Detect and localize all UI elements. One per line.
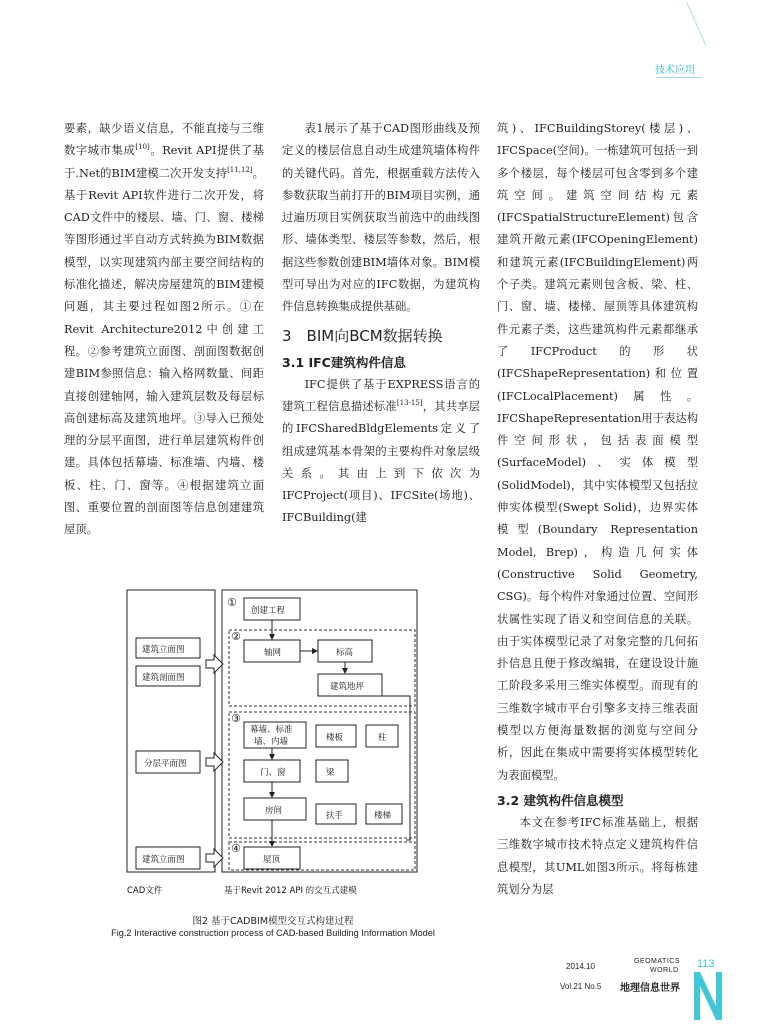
label-slab: 楼板 [326, 733, 344, 743]
step-1-marker: ① [227, 596, 237, 609]
footer-journal-en-2: WORLD [650, 967, 679, 974]
paragraph [64, 118, 264, 542]
paragraph-text: IFC提供了基于EXPRESS语言的建筑工程信息描述标准 [282, 377, 480, 413]
paragraph: 表1展示了基于CAD图形曲线及预定义的楼层信息自动生成建筑墙体构件的关键代码。首先，根据重载方法传入参数获取当前打开的BIM项目实例，通过遍历项目实例获取当前选中的曲线图形、墙体类型、楼层等参数，然后，根据这些参数创建BIM墙体对象。BIM模型可导出为对应的IFC数据，为建筑构件信息转换集成提供基础。 [282, 122, 480, 314]
citation: [13-15] [396, 399, 423, 408]
citation: [10] [135, 143, 150, 152]
header-rule [657, 77, 702, 78]
label-curtain-wall-2: 墙、内墙 [254, 737, 289, 747]
label-stair: 楼梯 [374, 811, 392, 821]
step-3-marker: ③ [231, 712, 241, 725]
figure-caption-en: Fig.2 Interactive construction process of CAD-based Building Information Model [111, 928, 435, 938]
label-door-window: 门、窗 [260, 768, 286, 778]
footer-decor-icon [690, 968, 730, 1022]
subsection-heading: 3.2 建筑构件信息模型 [497, 792, 624, 808]
subsection-heading: 3.1 IFC建筑构件信息 [282, 354, 406, 370]
paragraph-text: 要素，缺少语义信息，不能直接与三维数字城市集成 [64, 122, 264, 158]
figure-caption-cn: 图2 基于CADBIM模型交互式构建过程 [192, 916, 354, 927]
page-number: 113 [697, 958, 715, 970]
footer-journal-en-1: GEOMATICS [634, 958, 680, 965]
text-column-3 [497, 118, 698, 901]
figure-2-diagram [126, 588, 442, 878]
hollow-arrow-2 [206, 753, 223, 771]
label-curtain-wall-1: 幕墙、标准 [250, 725, 293, 735]
text-column-1 [64, 118, 264, 542]
paragraph: 筑)、IFCBuildingStorey(楼层)、IFCSpace(空间)。一栋建筑可包括一到多个楼层，每个楼层可包含零到多个建筑空间。建筑空间结构元素(IFCSpatialStructureElement)包含建筑开敞元素(IFCOpeningElement)和建筑元素(IFCBuildingElement)两个子类。建筑元素则包含板、梁、柱、门、窗、墙、楼梯、屋顶等具体建筑构件元素子类，这些建筑构件元素都继承了IFCProduct的形状(IFCShapeRepresentation)和位置(IFCLocalPlacement)属性。IFCShapeRepresentation用于表达构件空间形状，包括表面模型(SurfaceModel)、实体模型(SolidModel)，其中实体模型又包括拉伸实体模型(Swept Solid)，边界实体模型(Boundary Representation Model, Brep)，构造几何实体(Constructive Solid Geometry, CSG)。每个构件对象通过位置、空间形状属性实现了语义和空间信息的关联。由于实体模型记录了对象完整的几何拓扑信息且便于修改编辑，在建设设计施工阶段多采用三维实体模型。而现有的三维数字城市平台引擎多支持三维表面模型以方便海量数据的浏览与空间分析，因此在集成中需要将实体模型转化为表面模型。 [497, 122, 698, 782]
text-column-2 [282, 118, 480, 530]
citation: [11,12] [227, 165, 253, 174]
section-heading: 3 BIM向BCM数据转换 [282, 326, 443, 345]
section-tag: 技术应用 [655, 65, 695, 76]
label-grid: 轴网 [264, 648, 282, 658]
label-ground: 建筑地坪 [330, 682, 365, 692]
label-beam: 梁 [326, 768, 335, 778]
paragraph-text: 。基于Revit API软件进行二次开发，将CAD文件中的楼层、墙、门、窗、楼梯等图形通过半自动方式转换为BIM数据模型，以实现建筑内部主要空间结构的标准化描述，解决房屋建筑的BIM建模问题，其主要过程如图2所示。①在Revit Architecture2012中创建工程。②参考建筑立面图、剖面图数据创建BIM参照信息：输入格网数量、间距直接创建轴网，输入建筑层数及每层标高创建标高及建筑地坪。③导入已预处理的分层平面图，进行单层建筑构件创建。具体包括幕墙、标准墙、内墙、楼板、柱、门、窗等。④根据建筑立面图、重要位置的剖面图等信息创建建筑屋顶。 [64, 166, 264, 537]
label-roof: 屋顶 [263, 855, 281, 865]
label-room: 房间 [265, 806, 283, 816]
label-handrail: 扶手 [326, 811, 344, 821]
label-cad-file: CAD文件 [127, 886, 163, 896]
footer-issue: Vol.21 No.5 [560, 982, 602, 991]
paragraph: 本文在参考IFC标准基础上，根据三维数字城市技术特点定义建筑构件信息模型，其UML如图3所示。将每栋建筑划分为层 [497, 815, 698, 896]
step-2-marker: ② [231, 630, 241, 643]
footer-date: 2014.10 [566, 962, 595, 971]
cad-frame [127, 590, 215, 872]
label-create-project: 创建工程 [251, 606, 286, 616]
label-section: 建筑剖面图 [142, 673, 185, 683]
label-level: 标高 [336, 648, 354, 658]
label-column: 柱 [378, 733, 387, 743]
label-revit-api: 基于Revit 2012 API 的交互式建模 [224, 886, 357, 896]
step-4-marker: ④ [231, 842, 241, 855]
paragraph-text: 。Revit API提供了基于.Net的BIM建模二次开发支持 [64, 144, 264, 180]
hollow-arrow-3 [206, 849, 223, 867]
footer-journal-cn: 地理信息世界 [620, 983, 680, 994]
label-elevation: 建筑立面图 [142, 645, 185, 655]
paragraph [282, 374, 480, 530]
header-decor-line [686, 2, 706, 46]
label-elevation-2: 建筑立面图 [142, 855, 185, 865]
paragraph-text: ，其共享层的IFCSharedBldgElements定义了组成建筑基本骨架的主要构件对象层级关系。其由上到下依次为IFCProject(项目)、IFCSite(场地)、IFCBuilding(建 [282, 399, 480, 525]
label-floor-plan: 分层平面图 [144, 759, 187, 769]
hollow-arrow-1 [206, 655, 223, 673]
